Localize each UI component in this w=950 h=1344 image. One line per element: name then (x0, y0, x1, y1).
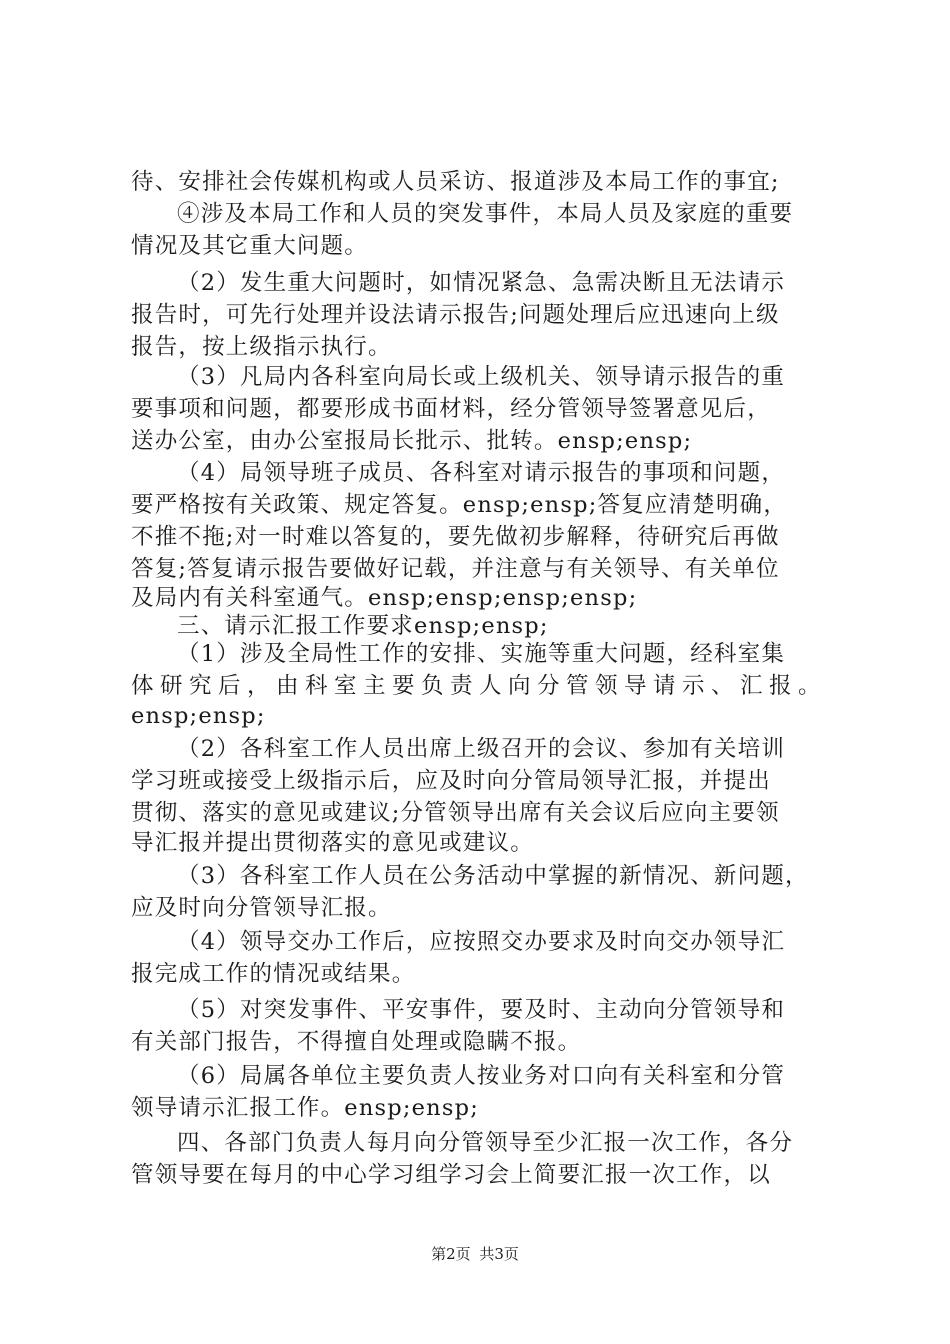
text-line: （6）局属各单位主要负责人按业务对口向有关科室和分管 (177, 1063, 786, 1089)
text-line: 报告时，可先行处理并设法请示报告;问题处理后应迅速向上级 (131, 302, 780, 328)
text-line: 管领导要在每月的中心学习组学习会上简要汇报一次工作，以 (131, 1162, 771, 1188)
text-line: （2）各科室工作人员出席上级召开的会议、参加有关培训 (177, 736, 786, 762)
text-line: 领导请示汇报工作。ensp;ensp; (131, 1095, 479, 1121)
text-line: （5）对突发事件、平安事件，要及时、主动向分管领导和 (177, 997, 786, 1023)
text-line: 体研究后，由科室主要负责人向分管领导请示、汇报。 (131, 673, 828, 699)
text-line: （2）发生重大问题时，如情况紧急、急需决断且无法请示 (177, 270, 786, 296)
text-line: （1）涉及全局性工作的安排、实施等重大问题，经科室集 (177, 641, 786, 667)
text-line: 答复;答复请示报告要做好记载，并注意与有关领导、有关单位 (131, 556, 780, 582)
text-line: 报完成工作的情况或结果。 (131, 961, 416, 987)
text-line: 及局内有关科室通气。ensp;ensp;ensp;ensp; (131, 585, 638, 611)
text-line: （3）各科室工作人员在公务活动中掌握的新情况、新问题， (177, 863, 809, 889)
text-line: 有关部门报告，不得擅自处理或隐瞒不报。 (131, 1029, 582, 1055)
text-line: （4）局领导班子成员、各科室对请示报告的事项和问题， (177, 460, 786, 486)
text-line: ensp;ensp; (131, 703, 266, 729)
text-line: 情况及其它重大问题。 (131, 233, 369, 259)
text-line: 送办公室，由办公室报局长批示、批转。ensp;ensp; (131, 428, 693, 454)
text-line: 要严格按有关政策、规定答复。ensp;ensp;答复应清楚明确， (131, 492, 788, 518)
page-footer (0, 1244, 950, 1264)
text-line: （4）领导交办工作后，应按照交办要求及时向交办领导汇 (177, 929, 786, 955)
page-number: 第2页 (431, 1245, 471, 1263)
text-line: 不推不拖;对一时难以答复的，要先做初步解释，待研究后再做 (131, 524, 780, 550)
section-heading: 四、各部门负责人每月向分管领导至少汇报一次工作，各分 (177, 1130, 794, 1156)
text-line: 贯彻、落实的意见或建议;分管领导出席有关会议后应向主要领 (131, 800, 780, 826)
text-line: 学习班或接受上级指示后，应及时向分管局领导汇报，并提出 (131, 768, 771, 794)
text-line: 要事项和问题，都要形成书面材料，经分管领导签署意见后， (131, 396, 771, 422)
page-total: 共3页 (479, 1245, 519, 1263)
text-line: 待、安排社会传媒机构或人员采访、报道涉及本局工作的事宜; (131, 169, 780, 195)
text-line: 报告，按上级指示执行。 (131, 334, 392, 360)
text-line: （3）凡局内各科室向局长或上级机关、领导请示报告的重 (177, 364, 786, 390)
text-line: 导汇报并提出贯彻落实的意见或建议。 (131, 830, 534, 856)
text-line: 应及时向分管领导汇报。 (131, 895, 392, 921)
text-line: ④涉及本局工作和人员的突发事件，本局人员及家庭的重要 (177, 201, 794, 227)
section-heading: 三、请示汇报工作要求ensp;ensp; (177, 613, 549, 639)
